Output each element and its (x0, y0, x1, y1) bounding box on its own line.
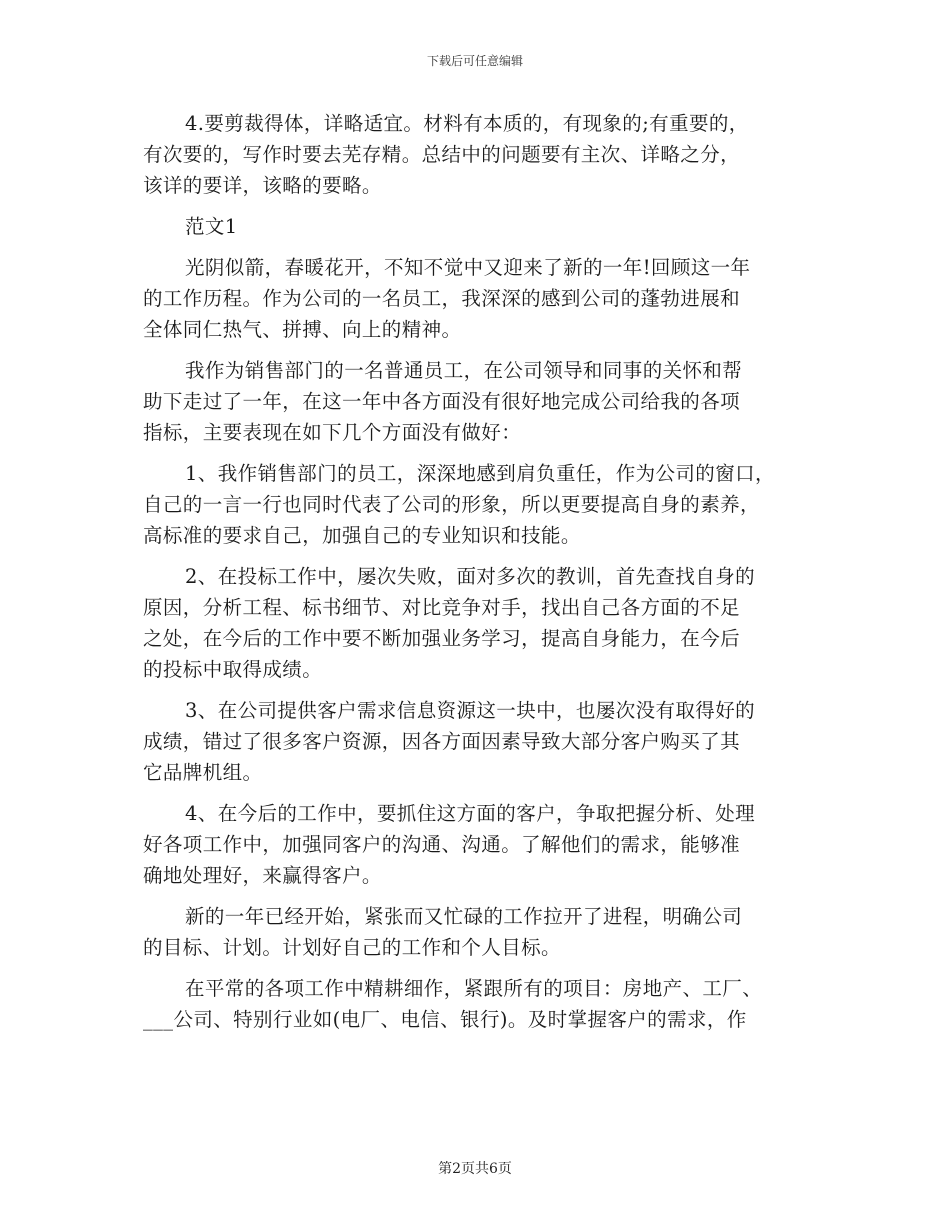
text-line: 好各项工作中，加强同客户的沟通、沟通。了解他们的需求，能够准 (143, 833, 741, 856)
text-line: 2、在投标工作中，屡次失败，面对多次的教训，首先查找自身的 (185, 565, 756, 588)
document-body (143, 108, 813, 1045)
text-line: 光阴似箭，春暖花开，不知不觉中又迎来了新的一年!回顾这一年 (185, 256, 751, 279)
text-line: ___公司、特别行业如(电厂、电信、银行)。及时掌握客户的需求，作 (143, 1008, 747, 1031)
text-line: 指标，主要表现在如下几个方面没有做好： (143, 421, 522, 444)
text-line: 该详的要详，该略的要略。 (143, 174, 382, 197)
text-line: 有次要的，写作时要去芜存精。总结中的问题要有主次、详略之分， (143, 143, 741, 166)
text-line: 我作为销售部门的一名普通员工，在公司领导和同事的关怀和帮 (185, 359, 743, 382)
paragraph-principle-4 (143, 108, 813, 201)
text-line: 新的一年已经开始，紧张而又忙碌的工作拉开了进程，明确公司 (185, 905, 743, 928)
text-line: 它品牌机组。 (143, 761, 263, 784)
paragraph-projects (143, 973, 813, 1035)
text-line: 4.要剪裁得体，详略适宜。材料有本质的，有现象的;有重要的， (185, 112, 749, 135)
text-line: 1、我作销售部门的员工，深深地感到肩负重任，作为公司的窗口， (185, 462, 775, 485)
section-heading: 范文1 (185, 215, 238, 238)
paragraph-item-4 (143, 798, 813, 891)
paragraph-item-1 (143, 458, 813, 551)
text-line: 的目标、计划。计划好自己的工作和个人目标。 (143, 936, 561, 959)
text-line: 原因，分析工程、标书细节、对比竞争对手，找出自己各方面的不足 (143, 596, 741, 619)
paragraph-item-2 (143, 561, 813, 685)
text-line: 高标准的要求自己，加强自己的专业知识和技能。 (143, 524, 581, 547)
text-line: 之处，在今后的工作中要不断加强业务学习，提高自身能力，在今后 (143, 627, 741, 650)
paragraph-intro (143, 252, 813, 345)
text-line: 全体同仁热气、拼搏、向上的精神。 (143, 318, 462, 341)
text-line: 的工作历程。作为公司的一名员工，我深深的感到公司的蓬勃进展和 (143, 287, 741, 310)
paragraph-overview (143, 355, 813, 448)
text-line: 自己的一言一行也同时代表了公司的形象，所以更要提高自身的素养， (143, 493, 760, 516)
page-number: 第2页共6页 (438, 1161, 512, 1177)
text-line: 助下走过了一年，在这一年中各方面没有很好地完成公司给我的各项 (143, 390, 741, 413)
text-line: 确地处理好，来赢得客户。 (143, 864, 382, 887)
text-line: 成绩，错过了很多客户资源，因各方面因素导致大部分客户购买了其 (143, 730, 741, 753)
text-line: 4、在今后的工作中，要抓住这方面的客户，争取把握分析、处理 (185, 802, 756, 825)
paragraph-new-year (143, 901, 813, 963)
page-header: 下载后可任意编辑 (426, 54, 523, 68)
text-line: 在平常的各项工作中精耕细作，紧跟所有的项目：房地产、工厂、 (185, 977, 763, 1000)
text-line: 的投标中取得成绩。 (143, 658, 323, 681)
text-line: 3、在公司提供客户需求信息资源这一块中，也屡次没有取得好的 (185, 699, 756, 722)
paragraph-item-3 (143, 695, 813, 788)
section-heading-sample-1 (143, 211, 813, 242)
